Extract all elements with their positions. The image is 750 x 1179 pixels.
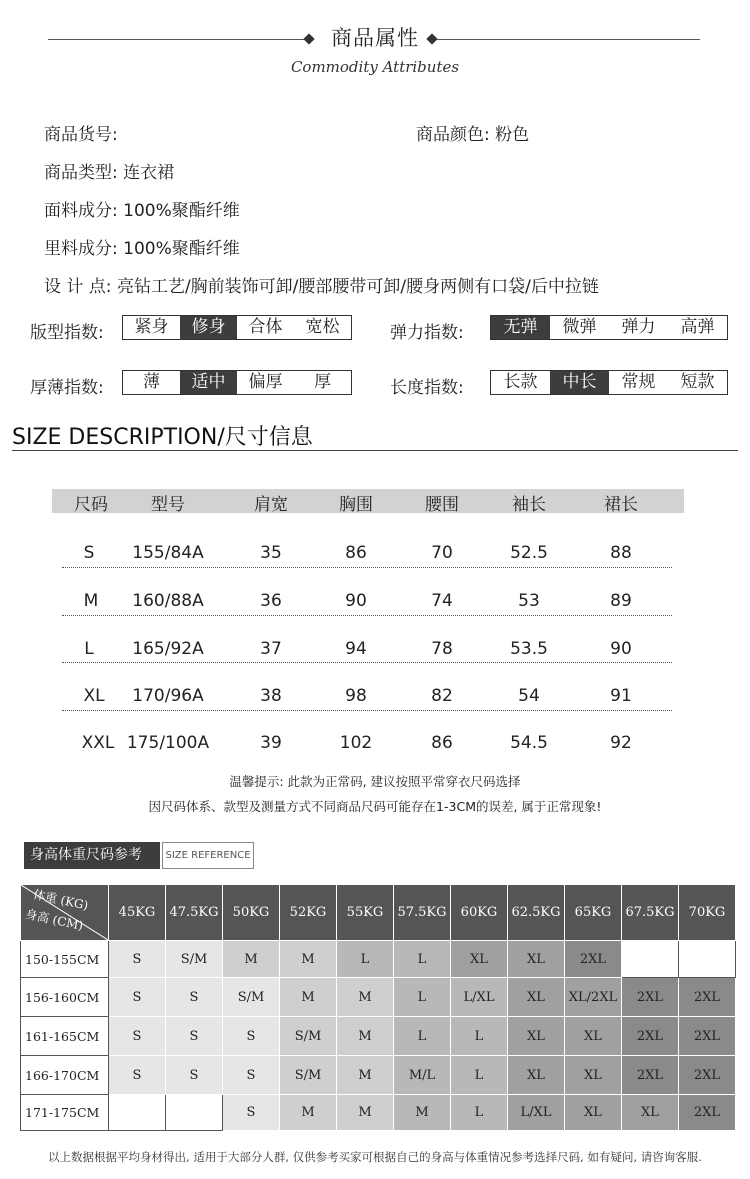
size-cell: 155/84A bbox=[132, 543, 204, 563]
size-cell: 36 bbox=[260, 591, 282, 611]
reference-size-cell bbox=[166, 1095, 223, 1131]
reference-size-cell: 2XL bbox=[622, 1056, 679, 1095]
size-cell: 54 bbox=[518, 686, 540, 706]
reference-size-cell: S bbox=[109, 978, 166, 1017]
length-index-scale bbox=[490, 370, 728, 395]
size-heading-rule bbox=[12, 450, 738, 451]
reference-row bbox=[21, 1017, 736, 1056]
corner-weight-label: 体重 (KG) bbox=[32, 887, 90, 913]
reference-size-cell: M bbox=[280, 978, 337, 1017]
reference-size-cell: XL bbox=[508, 1017, 565, 1056]
reference-size-cell: L bbox=[394, 1017, 451, 1056]
thickness-option: 厚 bbox=[314, 372, 331, 392]
size-cell: 53.5 bbox=[510, 639, 548, 659]
size-cell: 39 bbox=[260, 733, 282, 753]
row-divider bbox=[62, 615, 672, 616]
elastic-option-selected: 无弹 bbox=[491, 316, 550, 339]
size-cell: S bbox=[83, 543, 95, 563]
size-cell: 35 bbox=[260, 543, 282, 563]
reference-size-cell: S bbox=[223, 1056, 280, 1095]
attr-sku: 商品货号: bbox=[44, 125, 118, 145]
size-cell: 102 bbox=[339, 733, 373, 753]
size-cell: 91 bbox=[610, 686, 632, 706]
size-col-header: 肩宽 bbox=[254, 495, 288, 515]
height-range: 171-175CM bbox=[21, 1095, 109, 1131]
size-cell: M bbox=[83, 591, 99, 611]
reference-size-cell: 2XL bbox=[622, 978, 679, 1017]
reference-size-cell bbox=[679, 941, 736, 978]
reference-size-cell: M bbox=[337, 1017, 394, 1056]
size-cell: 82 bbox=[431, 686, 453, 706]
reference-size-cell: M bbox=[394, 1095, 451, 1131]
reference-table bbox=[20, 884, 736, 1131]
reference-header-row bbox=[21, 885, 736, 941]
corner-height-label: 身高 (CM) bbox=[24, 907, 85, 933]
size-cell: 89 bbox=[610, 591, 632, 611]
reference-size-cell: XL bbox=[565, 1056, 622, 1095]
weight-header: 50KG bbox=[223, 885, 280, 941]
reference-tag-en: SIZE REFERENCE bbox=[162, 842, 254, 869]
weight-header: 57.5KG bbox=[394, 885, 451, 941]
reference-row bbox=[21, 978, 736, 1017]
reference-size-cell: M bbox=[337, 978, 394, 1017]
elastic-option: 弹力 bbox=[621, 317, 656, 337]
length-option: 长款 bbox=[503, 372, 538, 392]
reference-size-cell: 2XL bbox=[679, 1017, 736, 1056]
reference-size-cell: 2XL bbox=[679, 1056, 736, 1095]
reference-size-cell: S bbox=[109, 941, 166, 978]
size-col-header: 袖长 bbox=[512, 495, 546, 515]
reference-size-cell: L bbox=[337, 941, 394, 978]
weight-header: 67.5KG bbox=[622, 885, 679, 941]
length-option-selected: 中长 bbox=[550, 371, 609, 394]
attr-type: 商品类型: 连衣裙 bbox=[44, 163, 175, 183]
height-range: 150-155CM bbox=[21, 941, 109, 978]
row-divider bbox=[62, 662, 672, 663]
fit-option: 紧身 bbox=[134, 317, 169, 337]
size-cell: XL bbox=[83, 686, 105, 706]
reference-size-cell: L bbox=[451, 1017, 508, 1056]
reference-size-cell: M bbox=[280, 941, 337, 978]
reference-size-cell: L bbox=[394, 941, 451, 978]
reference-size-cell: S/M bbox=[280, 1017, 337, 1056]
header-rule-right bbox=[436, 39, 700, 40]
weight-header: 70KG bbox=[679, 885, 736, 941]
size-cell: 175/100A bbox=[126, 733, 210, 753]
size-cell: 94 bbox=[345, 639, 367, 659]
reference-size-cell: M bbox=[337, 1056, 394, 1095]
length-option: 短款 bbox=[680, 372, 715, 392]
size-cell: 90 bbox=[345, 591, 367, 611]
reference-size-cell: L bbox=[451, 1056, 508, 1095]
elastic-index-scale bbox=[490, 315, 728, 340]
reference-size-cell: 2XL bbox=[622, 1017, 679, 1056]
reference-size-cell: XL bbox=[565, 1095, 622, 1131]
reference-size-cell: S bbox=[223, 1095, 280, 1131]
size-note-1: 温馨提示: 此款为正常码, 建议按照平常穿衣尺码选择 bbox=[229, 774, 521, 789]
reference-size-cell: S/M bbox=[223, 978, 280, 1017]
reference-size-cell: S bbox=[166, 978, 223, 1017]
size-col-header: 腰围 bbox=[425, 495, 459, 515]
reference-size-cell: XL bbox=[565, 1017, 622, 1056]
reference-size-cell: 2XL bbox=[679, 978, 736, 1017]
weight-header: 65KG bbox=[565, 885, 622, 941]
reference-size-cell: XL bbox=[508, 941, 565, 978]
size-cell: 78 bbox=[431, 639, 453, 659]
reference-size-cell: S bbox=[109, 1056, 166, 1095]
page-subtitle: Commodity Attributes bbox=[290, 58, 460, 76]
reference-size-cell: M bbox=[337, 1095, 394, 1131]
elastic-option: 高弹 bbox=[680, 317, 715, 337]
size-cell: 98 bbox=[345, 686, 367, 706]
height-range: 156-160CM bbox=[21, 978, 109, 1017]
size-cell: 70 bbox=[431, 543, 453, 563]
weight-header: 52KG bbox=[280, 885, 337, 941]
size-cell: L bbox=[84, 639, 94, 659]
size-cell: 86 bbox=[345, 543, 367, 563]
size-cell: XXL bbox=[81, 733, 115, 753]
length-option: 常规 bbox=[621, 372, 656, 392]
weight-header: 47.5KG bbox=[166, 885, 223, 941]
weight-header: 60KG bbox=[451, 885, 508, 941]
size-cell: 90 bbox=[610, 639, 632, 659]
size-cell: 38 bbox=[260, 686, 282, 706]
weight-header: 55KG bbox=[337, 885, 394, 941]
attr-design: 设 计 点: 亮钻工艺/胸前装饰可卸/腰部腰带可卸/腰身两侧有口袋/后中拉链 bbox=[44, 277, 599, 297]
height-range: 166-170CM bbox=[21, 1056, 109, 1095]
reference-corner bbox=[21, 885, 109, 941]
weight-header: 62.5KG bbox=[508, 885, 565, 941]
reference-row bbox=[21, 1056, 736, 1095]
reference-size-cell bbox=[109, 1095, 166, 1131]
reference-size-cell: L/XL bbox=[508, 1095, 565, 1131]
size-col-header: 尺码 bbox=[74, 495, 108, 515]
row-divider bbox=[62, 567, 672, 568]
reference-size-cell: XL bbox=[622, 1095, 679, 1131]
size-cell: 165/92A bbox=[132, 639, 204, 659]
fit-option: 宽松 bbox=[305, 317, 340, 337]
reference-size-cell: XL bbox=[508, 1056, 565, 1095]
reference-size-cell: S bbox=[166, 1056, 223, 1095]
size-cell: 54.5 bbox=[510, 733, 548, 753]
reference-size-cell: S/M bbox=[280, 1056, 337, 1095]
reference-size-cell: 2XL bbox=[565, 941, 622, 978]
reference-size-cell: XL bbox=[451, 941, 508, 978]
attr-lining: 里料成分: 100%聚酯纤维 bbox=[44, 239, 240, 259]
reference-size-cell: L bbox=[394, 978, 451, 1017]
size-cell: 37 bbox=[260, 639, 282, 659]
page-title: 商品属性 bbox=[331, 26, 419, 50]
reference-size-cell: M bbox=[223, 941, 280, 978]
size-cell: 88 bbox=[610, 543, 632, 563]
reference-size-cell: L bbox=[451, 1095, 508, 1131]
reference-size-cell: M/L bbox=[394, 1056, 451, 1095]
elastic-option: 微弹 bbox=[562, 317, 597, 337]
row-divider bbox=[62, 710, 672, 711]
reference-size-cell: XL/2XL bbox=[565, 978, 622, 1017]
thickness-option: 薄 bbox=[143, 372, 160, 392]
size-cell: 160/88A bbox=[132, 591, 204, 611]
reference-size-cell: S/M bbox=[166, 941, 223, 978]
thickness-option: 偏厚 bbox=[248, 372, 283, 392]
size-col-header: 胸围 bbox=[339, 495, 373, 515]
reference-size-cell: S bbox=[109, 1017, 166, 1056]
size-cell: 86 bbox=[431, 733, 453, 753]
thickness-option-selected: 适中 bbox=[180, 371, 237, 394]
size-cell: 53 bbox=[518, 591, 540, 611]
size-cell: 170/96A bbox=[132, 686, 204, 706]
attr-fabric: 面料成分: 100%聚酯纤维 bbox=[44, 201, 240, 221]
reference-size-cell: L/XL bbox=[451, 978, 508, 1017]
size-cell: 92 bbox=[610, 733, 632, 753]
size-col-header: 型号 bbox=[151, 495, 185, 515]
size-col-header: 裙长 bbox=[604, 495, 638, 515]
fit-option: 合体 bbox=[248, 317, 283, 337]
reference-size-cell: XL bbox=[508, 978, 565, 1017]
reference-size-cell: 2XL bbox=[679, 1095, 736, 1131]
reference-size-cell: S bbox=[166, 1017, 223, 1056]
attr-color: 商品颜色: 粉色 bbox=[416, 125, 530, 145]
reference-size-cell: M bbox=[280, 1095, 337, 1131]
reference-row bbox=[21, 1095, 736, 1131]
fit-index-scale bbox=[122, 315, 352, 340]
reference-row bbox=[21, 941, 736, 978]
size-note-2: 因尺码体系、款型及测量方式不同商品尺码可能存在1-3CM的误差, 属于正常现象! bbox=[148, 799, 602, 814]
fit-option-selected: 修身 bbox=[180, 316, 237, 339]
height-range: 161-165CM bbox=[21, 1017, 109, 1056]
footer-note: 以上数据根据平均身材得出, 适用于大部分人群, 仅供参考买家可根据自己的身高与体重情况参考选择尺码, 如有疑问, 请咨询客服. bbox=[48, 1150, 702, 1164]
thickness-index-scale bbox=[122, 370, 352, 395]
size-heading: SIZE DESCRIPTION/尺寸信息 bbox=[12, 425, 313, 450]
elastic-index-label: 弹力指数: bbox=[390, 323, 464, 343]
fit-index-label: 版型指数: bbox=[30, 323, 104, 343]
weight-header: 45KG bbox=[109, 885, 166, 941]
thickness-index-label: 厚薄指数: bbox=[30, 378, 104, 398]
reference-tag: 身高体重尺码参考 bbox=[24, 842, 160, 869]
size-cell: 74 bbox=[431, 591, 453, 611]
length-index-label: 长度指数: bbox=[390, 378, 464, 398]
reference-size-cell: S bbox=[223, 1017, 280, 1056]
reference-size-cell bbox=[622, 941, 679, 978]
size-cell: 52.5 bbox=[510, 543, 548, 563]
